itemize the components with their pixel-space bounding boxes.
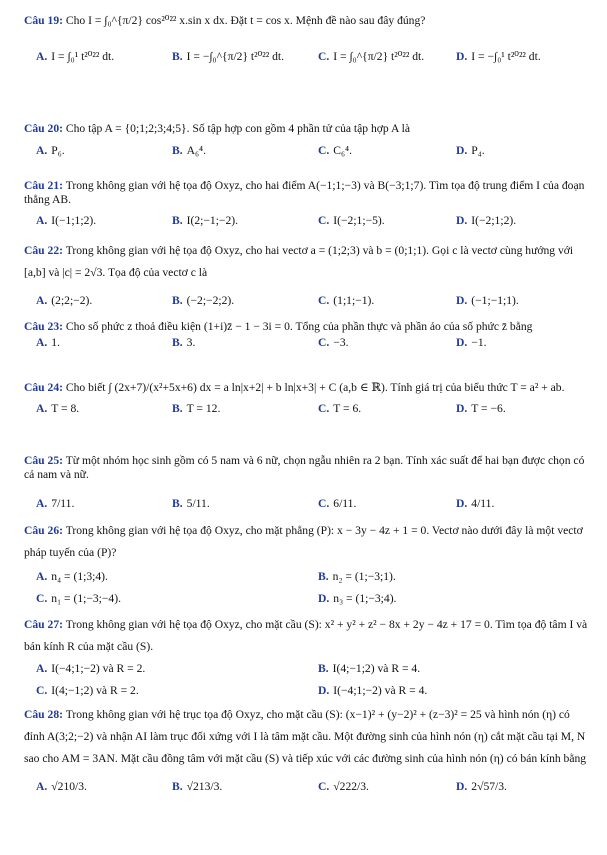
- question-21: [24, 179, 589, 236]
- option-a[interactable]: A. √210/3.: [36, 780, 87, 793]
- option-b[interactable]: B. T = 12.: [172, 402, 221, 415]
- option-d[interactable]: D. T = −6.: [456, 402, 506, 415]
- option-a[interactable]: A. I = ∫₀¹ t²⁰²² dt.: [36, 50, 115, 63]
- question-stem: Cho biết ∫ (2x+7)/(x²+5x+6) dx = a ln|x+2| + b ln|x+3| + C (a,b ∈ ℝ). Tính giá trị của biểu thức T = a² + ab.: [65, 381, 565, 394]
- option-d[interactable]: D. (−1;−1;1).: [456, 294, 519, 307]
- option-d[interactable]: D. P₄.: [456, 144, 485, 158]
- question-number: Câu 20:: [24, 122, 63, 135]
- question-stem: Cho số phức z thoả điều kiện (1+i)z̄ − 1 − 3i = 0. Tổng của phần thực và phần ảo của số phức z̄ bằng: [65, 320, 533, 333]
- question-stem: Trong không gian với hệ trục tọa độ Oxyz, cho mặt cầu (S): (x−1)² + (y−2)² + (z−3)² = 25 và hình nón (η) có đỉnh A(3;2;−2) và nhận AI làm trục đối xứng với I là tâm mặt cầu. Một đường sinh của hình nón (η) cắt mặt cầu tại M, N sao cho AM = 3AN. Mặt cầu đồng tâm với mặt cầu (S) và tiếp xúc với các đường sinh của hình nón (η) có bán kính bằng: [24, 708, 587, 765]
- option-d[interactable]: D. −1.: [456, 336, 487, 350]
- question-26: [24, 520, 589, 614]
- option-a[interactable]: A. T = 8.: [36, 402, 80, 415]
- question-number: Câu 21:: [24, 179, 63, 192]
- question-27: [24, 614, 589, 706]
- question-19: [24, 6, 589, 80]
- question-stem: Cho I = ∫₀^{π/2} cos²⁰²² x.sin x dx. Đặt t = cos x. Mệnh đề nào sau đây đúng?: [65, 14, 426, 27]
- question-23: [24, 320, 589, 358]
- option-b[interactable]: B. A₆⁴.: [172, 144, 206, 158]
- option-b[interactable]: B. 3.: [172, 336, 196, 350]
- option-d[interactable]: D. I(−2;1;2).: [456, 213, 517, 227]
- option-c[interactable]: C. −3.: [318, 336, 349, 350]
- option-c[interactable]: C. I(4;−1;2) và R = 2.: [36, 684, 139, 697]
- option-c[interactable]: C. (1;1;−1).: [318, 294, 375, 307]
- question-stem: Trong không gian với hệ tọa độ Oxyz, cho hai vectơ a = (1;2;3) và b = (0;1;1). Gọi c là vectơ cùng hướng với [a,b] và |c| = 2√3. Tọa độ của vectơ c là: [24, 244, 574, 279]
- option-b[interactable]: B. 5/11.: [172, 496, 210, 510]
- option-c[interactable]: C. n₁ = (1;−3;−4).: [36, 592, 121, 605]
- question-28: [24, 704, 589, 802]
- question-number: Câu 19:: [24, 14, 63, 27]
- option-b[interactable]: B. (−2;−2;2).: [172, 294, 235, 307]
- option-b[interactable]: B. √213/3.: [172, 780, 223, 793]
- option-b[interactable]: B. I(4;−1;2) và R = 4.: [318, 662, 421, 675]
- option-a[interactable]: A. (2;2;−2).: [36, 294, 93, 307]
- question-number: Câu 27:: [24, 618, 63, 631]
- question-number: Câu 25:: [24, 454, 63, 467]
- option-b[interactable]: B. n₂ = (1;−3;1).: [318, 570, 396, 583]
- option-c[interactable]: C. √222/3.: [318, 780, 369, 793]
- option-a[interactable]: A. P₆.: [36, 144, 65, 158]
- option-c[interactable]: C. I(−2;1;−5).: [318, 213, 385, 227]
- question-20: [24, 122, 589, 166]
- option-b[interactable]: B. I = −∫₀^{π/2} t²⁰²² dt.: [172, 50, 285, 63]
- option-d[interactable]: D. 2√57/3.: [456, 780, 507, 793]
- option-b[interactable]: B. I(2;−1;−2).: [172, 213, 239, 227]
- question-22: [24, 240, 589, 316]
- option-d[interactable]: D. I(−4;1;−2) và R = 4.: [318, 684, 428, 697]
- option-a[interactable]: A. I(−1;1;2).: [36, 213, 97, 227]
- question-number: Câu 24:: [24, 381, 63, 394]
- question-24: [24, 376, 589, 424]
- option-a[interactable]: A. I(−4;1;−2) và R = 2.: [36, 662, 146, 675]
- question-25: [24, 454, 589, 519]
- option-d[interactable]: D. 4/11.: [456, 496, 495, 510]
- option-a[interactable]: A. 7/11.: [36, 496, 75, 510]
- option-a[interactable]: A. n₄ = (1;3;4).: [36, 570, 108, 583]
- question-number: Câu 28:: [24, 708, 63, 721]
- question-stem: Trong không gian với hệ tọa độ Oxyz, cho mặt phẳng (P): x − 3y − 4z + 1 = 0. Vectơ nào dưới đây là một vectơ pháp tuyến của (P)?: [24, 524, 583, 559]
- question-stem: Từ một nhóm học sinh gồm có 5 nam và 6 nữ, chọn ngẫu nhiên ra 2 bạn. Tính xác suất để hai bạn được chọn có cả nam và nữ.: [24, 454, 585, 482]
- option-c[interactable]: C. I = ∫₀^{π/2} t²⁰²² dt.: [318, 50, 425, 63]
- option-c[interactable]: C. C₆⁴.: [318, 144, 352, 158]
- option-d[interactable]: D. n₃ = (1;−3;4).: [318, 592, 397, 605]
- option-d[interactable]: D. I = −∫₀¹ t²⁰²² dt.: [456, 50, 541, 63]
- option-c[interactable]: C. T = 6.: [318, 402, 362, 415]
- option-a[interactable]: A. 1.: [36, 336, 60, 350]
- question-stem: Trong không gian với hệ tọa độ Oxyz, cho hai điểm A(−1;1;−3) và B(−3;1;7). Tìm tọa độ trung điểm I của đoạn thẳng AB.: [24, 179, 585, 207]
- question-number: Câu 23:: [24, 320, 63, 333]
- question-number: Câu 26:: [24, 524, 63, 537]
- question-number: Câu 22:: [24, 244, 63, 257]
- question-stem: Trong không gian với hệ tọa độ Oxyz, cho mặt cầu (S): x² + y² + z² − 8x + 2y − 4z + 17 = 0. Tìm tọa độ tâm I và bán kính R của mặt cầu (S).: [24, 618, 588, 653]
- option-c[interactable]: C. 6/11.: [318, 496, 357, 510]
- question-stem: Cho tập A = {0;1;2;3;4;5}. Số tập hợp con gồm 4 phần tử của tập hợp A là: [65, 122, 410, 135]
